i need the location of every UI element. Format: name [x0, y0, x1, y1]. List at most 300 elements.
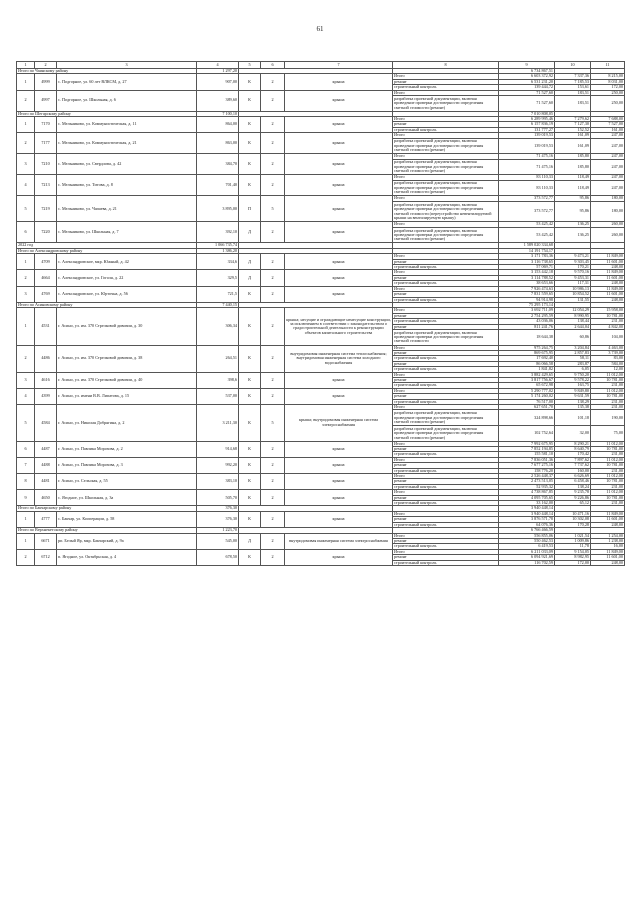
cost-value: 17 692,40 [499, 356, 555, 361]
object-number: 2 [17, 345, 35, 372]
cost-value: 64 076,36 [499, 522, 555, 527]
wall-material: Д [239, 533, 261, 549]
object-address: г. Асино, ул. Павлика Морозова, д. 2 [57, 441, 197, 457]
cost-value: 811 241,76 [499, 324, 555, 329]
unit-cost: 58,11 [555, 356, 591, 361]
cost-value: 6 289 995,46 [499, 117, 555, 122]
object-row [17, 511, 625, 516]
cost-item: Итого [393, 441, 499, 446]
limit-cost: 247,00 [591, 133, 625, 138]
cost-value: 7 992 675,95 [499, 441, 555, 446]
cost-item: строительный контроль [393, 367, 499, 372]
object-area: 914,68 [197, 441, 239, 457]
unit-cost: 8 990,95 [555, 313, 591, 318]
cost-item: строительный контроль [393, 452, 499, 457]
cost-value: 373 572,77 [499, 196, 555, 201]
cost-value: 3 692 711,09 [499, 308, 555, 313]
cost-value: 83 110,33 [499, 175, 555, 180]
cost-value: 869 675,95 [499, 350, 555, 355]
object-area: 701,40 [197, 175, 239, 196]
wall-material: П [239, 196, 261, 222]
object-id: 7219 [35, 196, 57, 222]
object-area: 334,6 [197, 254, 239, 270]
cost-value: 7 852 194,85 [499, 447, 555, 452]
unit-cost: 95,86 [555, 201, 591, 222]
limit-cost: 10 781,00 [591, 479, 625, 484]
cost-item: строительный контроль [393, 544, 499, 549]
limit-cost: 7 688,00 [591, 117, 625, 122]
cost-item: Итого [393, 405, 499, 410]
work-type: крыша [285, 457, 393, 473]
wall-material: К [239, 117, 261, 133]
object-id: 4997 [35, 90, 57, 111]
limit-cost: 584,00 [591, 361, 625, 366]
work-type: крыша [285, 133, 393, 154]
cost-item: разработка проектной документации, включая проведение проверки достоверности определения сметной стоимости (ремонт) [393, 410, 499, 426]
cost-value: 975 264,75 [499, 345, 555, 350]
floor-count: 2 [261, 308, 285, 345]
object-number: 9 [17, 490, 35, 506]
object-area: 537,00 [197, 388, 239, 404]
limit-cost: 250,00 [591, 96, 625, 112]
limit-cost: 1 254,00 [591, 533, 625, 538]
object-address: с. Мельниково, ул. Школьная, д. 7 [57, 222, 197, 243]
work-type: крыша [285, 441, 393, 457]
cost-value: 53 425,42 [499, 222, 555, 227]
object-row [17, 345, 625, 350]
cost-item: ремонт [393, 377, 499, 382]
cost-value: 6 531 231,20 [499, 79, 555, 84]
group-area: 7 440,15 [197, 302, 239, 307]
unit-cost: 65,12 [555, 501, 591, 506]
cost-item: строительный контроль [393, 560, 499, 565]
wall-material: К [239, 345, 261, 372]
cost-value: 2 473 513,05 [499, 479, 555, 484]
wall-material: К [239, 490, 261, 506]
cost-item: строительный контроль [393, 281, 499, 286]
cost-value: 139 019,53 [499, 138, 555, 154]
cost-value: 131 777,27 [499, 127, 555, 132]
object-number: 3 [17, 286, 35, 302]
wall-material: К [239, 405, 261, 442]
unit-cost: 152,52 [555, 127, 591, 132]
object-address: с. Мельниково, ул. Свердлова, д. 42 [57, 154, 197, 175]
cost-item: Итого [393, 154, 499, 159]
column-number: 1 [17, 62, 35, 69]
column-number-row [17, 62, 625, 69]
unit-cost: 138,44 [555, 319, 591, 324]
cost-value: 83 110,33 [499, 180, 555, 196]
unit-cost: 101,18 [555, 410, 591, 426]
object-row [17, 533, 625, 538]
floor-count: 2 [261, 133, 285, 154]
cost-value: 94 914,98 [499, 297, 555, 302]
wall-material: К [239, 441, 261, 457]
object-number: 3 [17, 372, 35, 388]
object-number: 3 [17, 154, 35, 175]
cost-item: строительный контроль [393, 297, 499, 302]
cost-item: Итого [393, 457, 499, 462]
object-number: 2 [17, 270, 35, 286]
unit-cost: 138,24 [555, 484, 591, 489]
limit-cost: 10 781,00 [591, 377, 625, 382]
cost-value: 71 527,60 [499, 90, 555, 95]
limit-cost: 247,00 [591, 180, 625, 196]
cost-item: разработка проектной документации, включая проведение проверки достоверности определения сметной стоимости (ремонт) [393, 96, 499, 112]
cost-value: 65 672,98 [499, 383, 555, 388]
object-row [17, 196, 625, 201]
cost-item: строительный контроль [393, 501, 499, 506]
object-row [17, 372, 625, 377]
group-title: Итого по Александровскому району [17, 248, 197, 253]
cost-item: Итого [393, 388, 499, 393]
object-address: с. Мельниково, ул. Коммунистическая, д. 11 [57, 117, 197, 133]
limit-cost: 11 012,00 [591, 490, 625, 495]
object-row [17, 388, 625, 393]
limit-cost: 83,00 [591, 356, 625, 361]
column-number: 5 [239, 62, 261, 69]
object-area: 389,60 [197, 90, 239, 111]
unit-cost: 163,75 [555, 383, 591, 388]
cost-item: Итого [393, 254, 499, 259]
unit-cost: 138,29 [555, 399, 591, 404]
limit-cost: 247,00 [591, 159, 625, 175]
object-id: 4488 [35, 457, 57, 473]
object-id: 4531 [35, 308, 57, 345]
group-area: 7 100,10 [197, 111, 239, 116]
cost-item: ремонт [393, 538, 499, 543]
cost-item: Итого [393, 74, 499, 79]
object-area: 392,10 [197, 222, 239, 243]
floor-count: 2 [261, 270, 285, 286]
object-number: 1 [17, 117, 35, 133]
object-number: 1 [17, 511, 35, 527]
floor-count: 5 [261, 196, 285, 222]
column-number: 7 [285, 62, 393, 69]
work-type: крыша [285, 549, 393, 565]
cost-item: Итого [393, 549, 499, 554]
unit-cost: 183,51 [555, 96, 591, 112]
limit-cost: 8 215,00 [591, 74, 625, 79]
floor-count: 2 [261, 222, 285, 243]
object-area: 864,00 [197, 117, 239, 133]
unit-cost: 183,51 [555, 90, 591, 95]
object-address: г. Асино, ул. им. 370 Стрелковой дивизии, д. 38 [57, 345, 197, 372]
unit-cost: 135,38 [555, 405, 591, 410]
object-number: 4 [17, 175, 35, 196]
limit-cost: 11 849,00 [591, 511, 625, 516]
cost-item: разработка проектной документации, включая проведение проверки достоверности определения сметной стоимости (ремонт) [393, 227, 499, 243]
cost-value: 3 940 448,14 [499, 511, 555, 516]
work-type: внутридомовая инженерная система электроснабжения [285, 533, 393, 549]
unit-cost: 8 640,79 [555, 447, 591, 452]
unit-cost: 118,49 [555, 180, 591, 196]
object-address: г. Асино, ул. им. 370 Стрелковой дивизии, д. 40 [57, 372, 197, 388]
cost-item: ремонт [393, 122, 499, 127]
unit-cost: 6 458,46 [555, 479, 591, 484]
work-type: крыша [285, 372, 393, 388]
object-number: 5 [17, 196, 35, 222]
cost-value: 139 444,72 [499, 85, 555, 90]
cost-item: Итого [393, 133, 499, 138]
cost-item: ремонт [393, 394, 499, 399]
cost-value: 86 066,58 [499, 361, 555, 366]
cost-item: Итого [393, 345, 499, 350]
unit-cost: 136,25 [555, 222, 591, 227]
limit-cost: 12,00 [591, 367, 625, 372]
cost-value: 2 754 295,59 [499, 313, 555, 318]
unit-cost: 161,09 [555, 138, 591, 154]
object-row [17, 490, 625, 495]
cost-value: 5 290 777,02 [499, 388, 555, 393]
work-type: крыша [285, 511, 393, 527]
cost-value: 6 157 836,19 [499, 122, 555, 127]
floor-count: 2 [261, 117, 285, 133]
object-id: 4486 [35, 345, 57, 372]
limit-cost: 10 781,00 [591, 463, 625, 468]
object-row [17, 133, 625, 138]
unit-cost: 7 185,53 [555, 79, 591, 84]
work-type: крыша [285, 175, 393, 196]
cost-item: строительный контроль [393, 522, 499, 527]
cost-item: строительный контроль [393, 319, 499, 324]
object-area: 306,34 [197, 308, 239, 345]
object-row [17, 117, 625, 122]
cost-item: Итого [393, 308, 499, 313]
group-area: 1 297,20 [197, 69, 239, 74]
cost-value: 627 651,70 [499, 405, 555, 410]
cost-item: Итого [393, 175, 499, 180]
object-area: 398,6 [197, 372, 239, 388]
unit-cost: 10 471,16 [555, 511, 591, 516]
cost-value: 5 174 260,02 [499, 394, 555, 399]
object-area: 264,51 [197, 345, 239, 372]
limit-cost: 248,00 [591, 522, 625, 527]
object-id: 7220 [35, 222, 57, 243]
object-address: с. Бакчар, ул. Кооперации, д. 58 [57, 511, 197, 527]
work-type: крыша [285, 74, 393, 90]
unit-cost: 9 154,05 [555, 549, 591, 554]
unit-cost: 170,21 [555, 265, 591, 270]
cost-item: ремонт [393, 275, 499, 280]
unit-cost: 161,09 [555, 133, 591, 138]
cost-value: 324 898,66 [499, 410, 555, 426]
object-area: 505,70 [197, 490, 239, 506]
limit-cost: 231,00 [591, 501, 625, 506]
group-total-cost: 7 010 808,05 [499, 111, 555, 116]
cost-value: 6 094 921,69 [499, 555, 555, 560]
object-id: 7170 [35, 117, 57, 133]
cost-value: 158 776,20 [499, 468, 555, 473]
unit-cost: 9 473,21 [555, 254, 591, 259]
object-address: г. Асино, ул. Николая Добрягина, д. 2 [57, 405, 197, 442]
floor-count: 2 [261, 490, 285, 506]
wall-material: К [239, 308, 261, 345]
unit-cost: 7 897,62 [555, 457, 591, 462]
column-number: 8 [393, 62, 499, 69]
object-number: 2 [17, 133, 35, 154]
cost-item: ремонт [393, 517, 499, 522]
cost-value: 43 036,06 [499, 319, 555, 324]
cost-item: разработка проектной документации, включая проведение проверки достоверности определения сметной стоимости (ремонт) [393, 426, 499, 442]
floor-count: 2 [261, 175, 285, 196]
limit-cost: 231,00 [591, 452, 625, 457]
object-area: 329,5 [197, 270, 239, 286]
unit-cost: 10 986,13 [555, 286, 591, 291]
cost-value: 7 677 275,16 [499, 463, 555, 468]
limit-cost: 180,00 [591, 196, 625, 201]
wall-material: Д [239, 222, 261, 243]
capital-repair-table [16, 61, 625, 566]
object-address: с. Подгорное, ул. Школьная, д. 6 [57, 90, 197, 111]
object-area: 3 895,00 [197, 196, 239, 222]
limit-cost: 11 601,00 [591, 292, 625, 297]
cost-item: Итого [393, 222, 499, 227]
cost-item: ремонт [393, 463, 499, 468]
cost-value: 556 855,06 [499, 533, 555, 538]
object-address: г. Асино, ул. Павлика Морозова, д. 3 [57, 457, 197, 473]
group-title: Итого по Бакчарскому району [17, 506, 197, 511]
cost-item: Итого [393, 286, 499, 291]
group-title: Итого по Шегарскому району [17, 111, 197, 116]
object-number: 8 [17, 474, 35, 490]
cost-item: ремонт [393, 324, 499, 329]
cost-item: ремонт [393, 495, 499, 500]
object-area: 383,10 [197, 474, 239, 490]
limit-cost: 11 601,00 [591, 517, 625, 522]
floor-count: 5 [261, 405, 285, 442]
object-number: 6 [17, 222, 35, 243]
limit-cost: 8 031,00 [591, 79, 625, 84]
cost-item: ремонт [393, 555, 499, 560]
object-address: с. Подгорное, ул. 60 лет ВЛКСМ, д. 27 [57, 74, 197, 90]
column-number: 6 [261, 62, 285, 69]
object-id: 6712 [35, 549, 57, 565]
cost-item: Итого [393, 474, 499, 479]
object-address: с. Мельниково, ул. Чапаева, д. 21 [57, 196, 197, 222]
object-id: 4769 [35, 286, 57, 302]
unit-cost: 118,49 [555, 175, 591, 180]
cost-item: строительный контроль [393, 399, 499, 404]
limit-cost: 10 781,00 [591, 313, 625, 318]
limit-cost: 172,00 [591, 85, 625, 90]
object-address: с. Александровское, мкр. Южный, д. 42 [57, 254, 197, 270]
limit-cost: 11 012,00 [591, 388, 625, 393]
group-total-cost: 1 589 020 334,68 [499, 243, 555, 248]
limit-cost: 260,00 [591, 227, 625, 243]
limit-cost: 10 781,00 [591, 447, 625, 452]
object-row [17, 270, 625, 275]
object-number: 2 [17, 549, 35, 565]
unit-cost: 9 570,16 [555, 270, 591, 275]
cost-item: строительный контроль [393, 468, 499, 473]
cost-value: 155 581,10 [499, 452, 555, 457]
cost-value: 1 841,82 [499, 367, 555, 372]
group-total-cost: 14 191 754,17 [499, 248, 555, 253]
unit-cost: 131,55 [555, 297, 591, 302]
object-id: 6671 [35, 533, 57, 549]
floor-count: 2 [261, 74, 285, 90]
cost-item: строительный контроль [393, 85, 499, 90]
floor-count: 2 [261, 286, 285, 302]
object-row [17, 405, 625, 410]
object-number: 1 [17, 74, 35, 90]
cost-value: 116 702,59 [499, 560, 555, 565]
object-number: 5 [17, 405, 35, 442]
column-number: 3 [57, 62, 197, 69]
unit-cost: 9 631,59 [555, 394, 591, 399]
wall-material: Д [239, 254, 261, 270]
limit-cost: 248,00 [591, 265, 625, 270]
floor-count: 2 [261, 372, 285, 388]
limit-cost: 75,00 [591, 426, 625, 442]
work-type: крыша [285, 222, 393, 243]
limit-cost: 11 012,00 [591, 372, 625, 377]
unit-cost: 8 982,95 [555, 555, 591, 560]
group-title: 2022 год [17, 243, 197, 248]
object-id: 4777 [35, 511, 57, 527]
unit-cost: 6 626,69 [555, 474, 591, 479]
unit-cost: 172,00 [555, 560, 591, 565]
wall-material: К [239, 154, 261, 175]
unit-cost: 11,78 [555, 544, 591, 549]
limit-cost: 7 527,00 [591, 122, 625, 127]
cost-item: строительный контроль [393, 356, 499, 361]
floor-count: 2 [261, 533, 285, 549]
cost-value: 18 644,38 [499, 329, 555, 345]
object-row [17, 286, 625, 291]
unit-cost: 10 302,08 [555, 517, 591, 522]
work-type: крыша [285, 196, 393, 222]
cost-value: 139 019,53 [499, 133, 555, 138]
group-area: 1 066 735,74 [197, 243, 239, 248]
cost-value: 71 475,16 [499, 159, 555, 175]
cost-item: ремонт [393, 350, 499, 355]
unit-cost: 12 054,29 [555, 308, 591, 313]
wall-material: К [239, 511, 261, 527]
limit-cost: 1 238,00 [591, 538, 625, 543]
work-type: крыша [285, 388, 393, 404]
object-id: 4481 [35, 474, 57, 490]
object-address: г. Асино, ул. Сельская, д. 55 [57, 474, 197, 490]
limit-cost: 11 849,00 [591, 254, 625, 259]
group-title: Итого по Чаинскому району [17, 69, 197, 74]
group-title: Итого по Асиновскому району [17, 302, 197, 307]
object-id: 4616 [35, 372, 57, 388]
cost-value: 7 836 051,36 [499, 457, 555, 462]
cost-value: 3 876 571,78 [499, 517, 555, 522]
cost-value: 33 162,00 [499, 501, 555, 506]
limit-cost: 231,00 [591, 484, 625, 489]
unit-cost: 32,00 [555, 426, 591, 442]
page-number: 61 [316, 25, 324, 33]
object-area: 992,20 [197, 457, 239, 473]
object-id: 7213 [35, 175, 57, 196]
object-number: 2 [17, 90, 35, 111]
limit-cost: 3 739,00 [591, 350, 625, 355]
cost-item: ремонт [393, 259, 499, 264]
limit-cost: 231,00 [591, 319, 625, 324]
unit-cost: 117,31 [555, 281, 591, 286]
object-address: с. Ягодное, ул. Школьная, д. 3а [57, 490, 197, 506]
work-type: крыша [285, 117, 393, 133]
unit-cost: 9 453,31 [555, 275, 591, 280]
wall-material: К [239, 90, 261, 111]
cost-value: 373 572,77 [499, 201, 555, 222]
group-area: 1 386,20 [197, 248, 239, 253]
object-row [17, 308, 625, 313]
floor-count: 2 [261, 388, 285, 404]
